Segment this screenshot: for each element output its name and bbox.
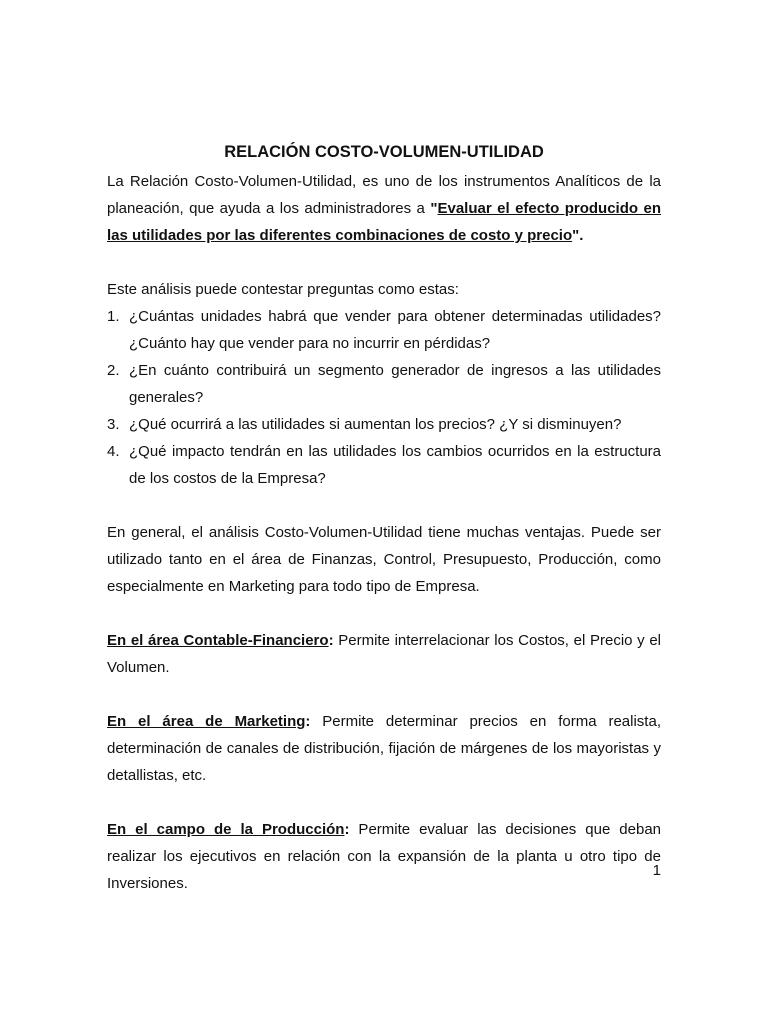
area-marketing-text: Permite determinar precios en forma realista, determinación de canales de distribución, fijación de márgenes de los mayoristas y detallistas, etc. [107, 713, 661, 784]
area-production-heading: En el campo de la Producción [107, 821, 345, 838]
area-production-text: Permite evaluar las decisiones que deban realizar los ejecutivos en relación con la expansión de la planta u otro tipo de Inversiones. [107, 821, 661, 892]
intro-quote-close: ". [572, 227, 584, 244]
intro-text: La Relación Costo-Volumen-Utilidad, es uno de los instrumentos Analíticos de la planeación, que ayuda a los administradores a [107, 173, 661, 217]
question-number: 3. [107, 416, 120, 433]
area-production-colon: : [344, 821, 350, 838]
question-number: 2. [107, 362, 120, 379]
paragraph-spacer [107, 249, 661, 276]
question-item [107, 303, 661, 357]
question-number: 1. [107, 308, 120, 325]
question-number: 4. [107, 443, 120, 460]
area-marketing-heading: En el área de Marketing [107, 713, 306, 730]
document-title: RELACIÓN COSTO-VOLUMEN-UTILIDAD [224, 143, 544, 161]
questions-intro: Este análisis puede contestar preguntas como estas: [107, 281, 459, 298]
general-paragraph: En general, el análisis Costo-Volumen-Utilidad tiene muchas ventajas. Puede ser utilizado tanto en el área de Finanzas, Control, Presupuesto, Producción, como especialmente en Marketing para todo tipo de Empresa. [107, 524, 661, 595]
question-text: ¿Qué impacto tendrán en las utilidades los cambios ocurridos en la estructura de los costos de la Empresa? [129, 443, 661, 487]
page-number: 1 [652, 862, 661, 879]
intro-paragraph [107, 168, 661, 249]
paragraph-spacer [107, 789, 661, 816]
document-body [107, 168, 661, 897]
intro-highlight: Evaluar el efecto producido en las utilidades por las diferentes combinaciones de costo y precio [107, 200, 662, 244]
area-marketing-colon: : [305, 713, 311, 730]
paragraph-spacer [107, 681, 661, 708]
question-item [107, 411, 661, 438]
area-accounting-colon: : [328, 632, 334, 649]
question-item [107, 357, 661, 411]
paragraph-spacer [107, 492, 661, 519]
area-accounting-text: Permite interrelacionar los Costos, el Precio y el Volumen. [107, 632, 661, 676]
question-text: ¿En cuánto contribuirá un segmento generador de ingresos a las utilidades generales? [129, 362, 661, 406]
paragraph-spacer [107, 600, 661, 627]
questions-list [107, 303, 661, 492]
area-accounting-paragraph [107, 627, 661, 681]
area-production-paragraph [107, 816, 661, 897]
intro-quote-open: " [430, 200, 438, 217]
area-accounting-heading: En el área Contable-Financiero [107, 632, 329, 649]
question-item [107, 438, 661, 492]
question-text: ¿Cuántas unidades habrá que vender para obtener determinadas utilidades? ¿Cuánto hay que vender para no incurrir en pérdidas? [129, 308, 661, 352]
question-text: ¿Qué ocurrirá a las utilidades si aumentan los precios? ¿Y si disminuyen? [129, 416, 622, 433]
area-marketing-paragraph [107, 708, 661, 789]
